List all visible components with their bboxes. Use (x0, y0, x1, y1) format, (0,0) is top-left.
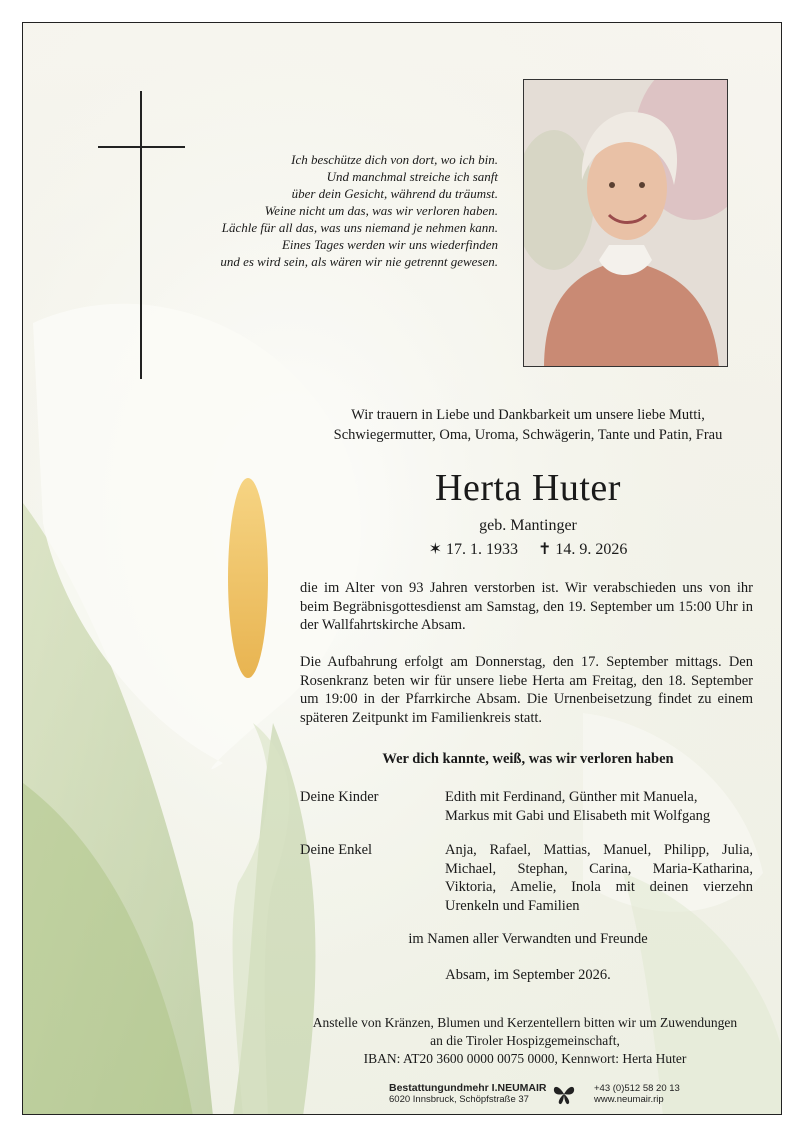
funeral-home-address: 6020 Innsbruck, Schöpfstraße 37 (389, 1094, 529, 1105)
kinder-names: Edith mit Ferdinand, Günther mit Manuela, Markus mit Gabi und Elisabeth mit Wolfgang (445, 789, 711, 824)
portrait-photo (523, 79, 728, 367)
funeral-home-brand: Bestattungundmehr I.NEUMAIR (389, 1082, 547, 1094)
wake-paragraph: Die Aufbahrung erfolgt am Donnerstag, den 17. September mittags. Den Rosenkranz beten wir für unsere liebe Herta am Freitag, den 18. September um 19:00 in der Pfarrkirche Absam. Die Urnenbeisetzung findet zu einem späteren Zeitpunkt im Familienkreis statt. (300, 654, 753, 726)
funeral-home-footer (23, 1081, 782, 1111)
enkel-label: Deine Enkel (300, 842, 373, 858)
phone-number[interactable]: +43 (0)512 58 20 13 (594, 1083, 680, 1094)
poem-line: über dein Gesicht, während du träumst. (291, 186, 498, 201)
website-link[interactable]: www.neumair.rip (594, 1094, 664, 1105)
death-date: ✝ 14. 9. 2026 (538, 541, 628, 558)
obituary-card (22, 22, 782, 1115)
funeral-paragraph: die im Alter von 93 Jahren verstorben ist. Wir verabschieden uns von ihr beim Begräbnisgottesdienst am Samstag, den 19. September um 15:00 Uhr in der Wallfahrtskirche Absam. (300, 580, 753, 633)
birth-date: ✶ 17. 1. 1933 (428, 541, 518, 558)
funeral-home-info (389, 1083, 547, 1105)
poem-line: Eines Tages werden wir uns wiederfinden (281, 237, 498, 252)
cross-icon-horizontal (98, 146, 185, 148)
relatives-line: im Namen aller Verwandten und Freunde (408, 931, 648, 947)
cross-icon-vertical (140, 91, 142, 379)
enkel-names: Anja, Rafael, Mattias, Manuel, Philipp, Julia, Michael, Stephan, Carina, Maria-Katharina, Viktoria, Amelie, Inola mit deinen vierzehn Urenkeln und Familien (445, 842, 753, 914)
star-icon: ✶ (428, 541, 442, 558)
deceased-name: Herta Huter (435, 467, 621, 509)
kinder-label: Deine Kinder (300, 789, 379, 805)
intro-line: Schwiegermutter, Oma, Uroma, Schwägerin, Tante und Patin, Frau (333, 427, 723, 443)
poem-line: Lächle für all das, was uns niemand je nehmen kann. (221, 220, 498, 235)
poem-line: und es wird sein, als wären wir nie getrennt gewesen. (220, 254, 498, 269)
funeral-home-contact (594, 1083, 680, 1105)
place-date: Absam, im September 2026. (445, 967, 611, 983)
intro-line: Wir trauern in Liebe und Dankbarkeit um unsere liebe Mutti, (351, 407, 705, 423)
poem-line: Weine nicht um das, was wir verloren haben. (264, 203, 498, 218)
portrait-illustration (524, 80, 728, 367)
birth-name: geb. Mantinger (479, 517, 577, 534)
motto: Wer dich kannte, weiß, was wir verloren haben (382, 751, 674, 767)
cross-icon: ✝ (538, 541, 552, 558)
poem-line: Ich beschütze dich von dort, wo ich bin. (291, 152, 498, 167)
poem (173, 151, 498, 270)
donation-request: Anstelle von Kränzen, Blumen und Kerzentellern bitten wir um Zuwendungen an die Tiroler Hospizgemeinschaft, IBAN: AT20 3600 0000 0075 0000, Kennwort: Herta Huter (312, 1015, 738, 1066)
butterfly-icon (551, 1081, 577, 1107)
intro-text (283, 405, 773, 445)
poem-line: Und manchmal streiche ich sanft (326, 169, 498, 184)
life-dates (283, 540, 773, 560)
